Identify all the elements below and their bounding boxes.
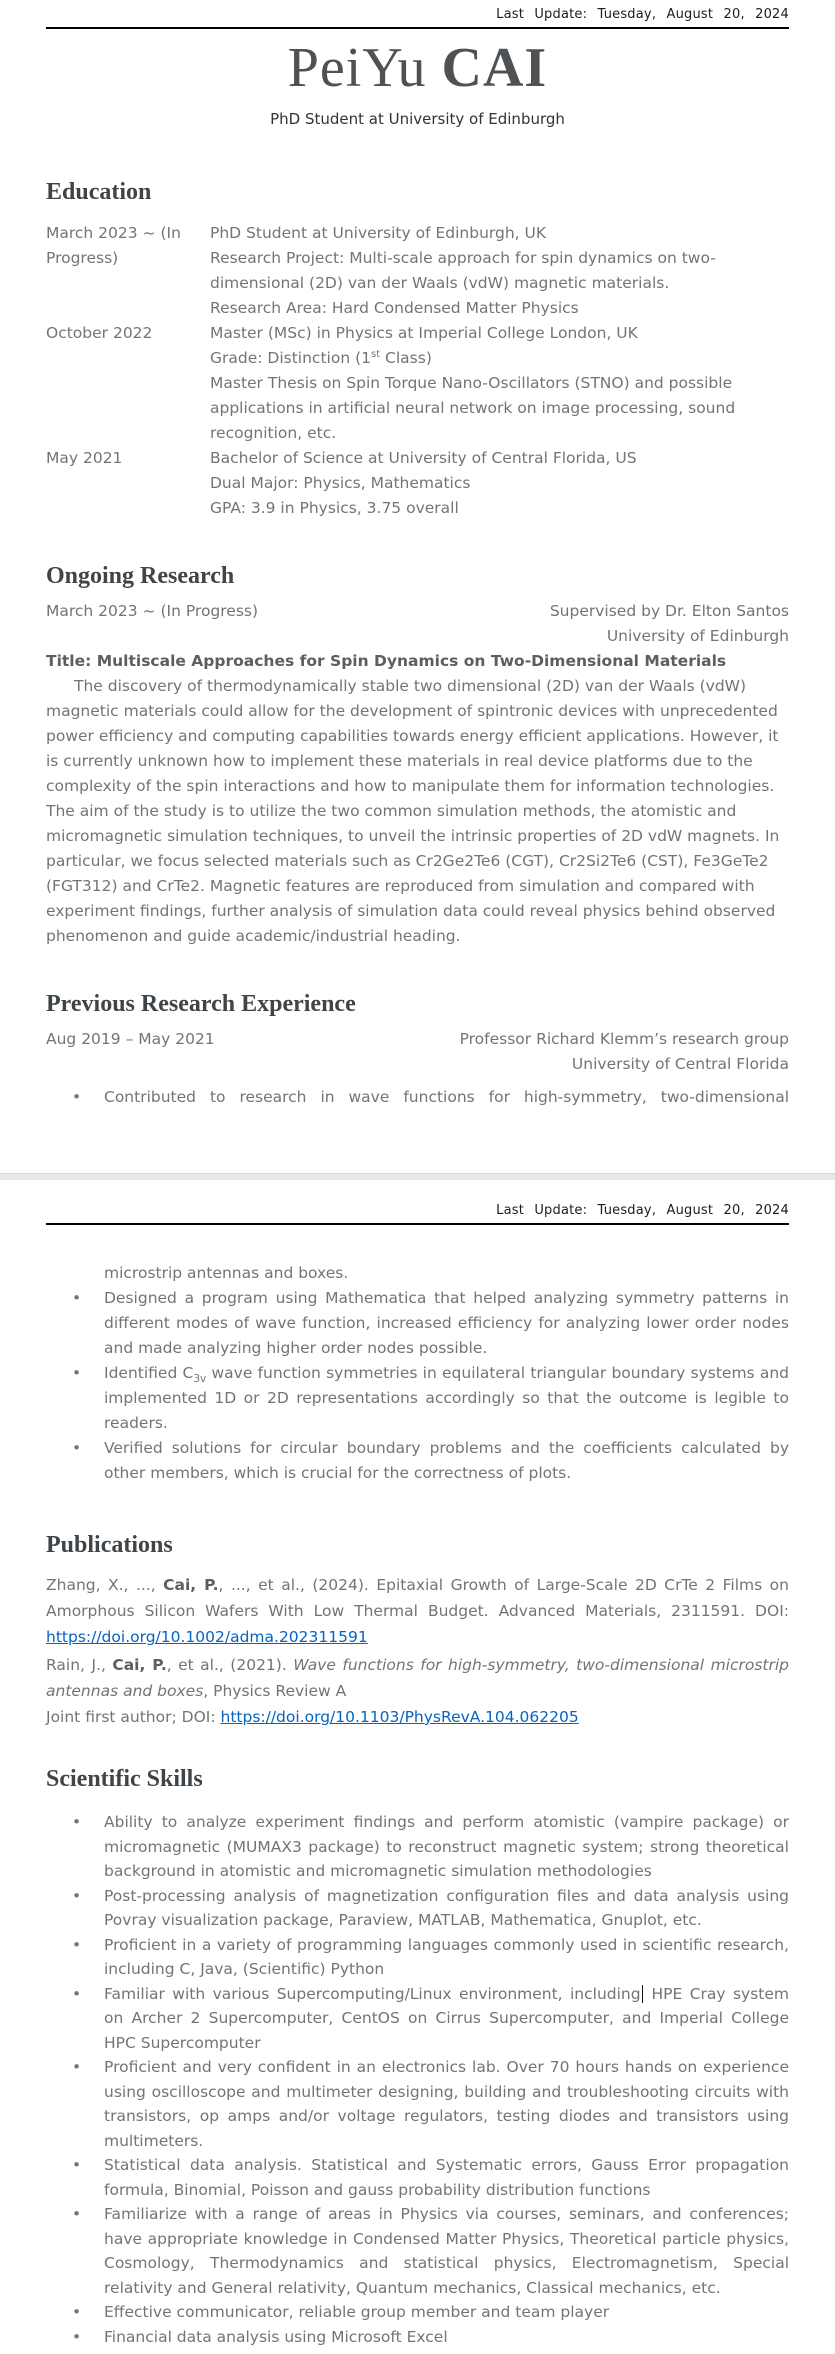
skill-item [46, 1982, 789, 2056]
research-meta-row [46, 599, 789, 649]
skill-item [46, 2153, 789, 2202]
paper-title: Wave functions for high-symmetry, two-dimensional microstrip antennas and boxes [46, 1656, 790, 1700]
last-update-text: Last Update: Tuesday, August 20, 2024 [496, 7, 789, 22]
doi-link[interactable]: https://doi.org/10.1002/adma.202311591 [46, 1628, 368, 1646]
skill-text: Proficient and very confident in an electronics lab. Over 70 hours hands on experience using oscilloscope and multimeter designing, building and troubleshooting circuits with transistors, op amps and/or voltage regulators, testing diodes and transistors using multimeters. [104, 2058, 789, 2150]
research-group-info [460, 1027, 789, 1077]
cv-page-1 [0, 0, 835, 1173]
section-heading-scientific-skills: Scientific Skills [46, 1766, 203, 1792]
page-title [46, 37, 789, 99]
entry-date: March 2023 ~ (In Progress) [46, 224, 181, 267]
symmetry-subscript: 3v [193, 1373, 207, 1386]
skill-item [46, 2202, 789, 2300]
skill-item [46, 1884, 789, 1933]
bullet-continuation-text: microstrip antennas and boxes. [104, 1264, 349, 1282]
last-update-text: Last Update: Tuesday, August 20, 2024 [496, 1203, 789, 1218]
skill-text: Post-processing analysis of magnetization configuration files and data analysis using Povray visualization package, Paraview, MATLAB, Mathematica, Gnuplot, etc. [104, 1886, 789, 1929]
skills-list [46, 1810, 789, 2349]
section-heading-previous-research: Previous Research Experience [46, 991, 356, 1017]
description-line: Master Thesis on Spin Torque Nano-Oscillators (STNO) and possible applications in artificial neural network on image processing, sound recognition, etc. [210, 374, 736, 442]
entry-description [210, 221, 745, 321]
name-first: PeiYu [287, 37, 427, 99]
text-cursor [642, 1985, 644, 2003]
education-entry [46, 321, 789, 446]
publication-entry: Rain, J., Cai, P., et al., (2021). Wave functions for high-symmetry, two-dimensional microstrip antennas and boxes, Physics Review A Joint first author; DOI: https://doi.org/10.1103/PhysRevA.104.062205 [46, 1652, 789, 1730]
supervised-by-line: Supervised by Dr. Elton Santos [549, 602, 789, 620]
bullet-marker: • [72, 2327, 82, 2346]
header-rule [46, 27, 789, 29]
skill-item [46, 2055, 789, 2153]
bullet-item [46, 1286, 789, 1361]
research-title: Title: Multiscale Approaches for Spin Dynamics on Two-Dimensional Materials [46, 652, 727, 670]
skill-item [46, 1933, 789, 1982]
publication-entry: Zhang, X., ..., Cai, P., ..., et al., (2024). Epitaxial Growth of Large-Scale 2D CrTe 2 Films on Amorphous Silicon Wafers With Low Thermal Budget. Advanced Materials, 2311591. DOI: https://doi.org/10.1002/adma.202311591 [46, 1576, 789, 1646]
research-date: March 2023 ~ (In Progress) [46, 602, 259, 620]
description-line: Dual Major: Physics, Mathematics [210, 474, 471, 492]
page-separator [0, 1173, 835, 1180]
skill-text: Familiarize with a range of areas in Physics via courses, seminars, and conferences; have appropriate knowledge in Condensed Matter Physics, Theoretical particle physics, Cosmology, Thermodynamics and statistical physics, Electromagnetism, Special relativity and General relativity, Quantum mechanics, Classical mechanics, etc. [104, 2205, 789, 2297]
section-heading-education: Education [46, 179, 152, 205]
joint-author-line: Joint first author; DOI: https://doi.org/10.1103/PhysRevA.104.062205 [46, 1708, 579, 1726]
bullet-marker: • [72, 1088, 82, 1106]
description-line: Bachelor of Science at University of Central Florida, US [210, 449, 637, 467]
description-line: PhD Student at University of Edinburgh, UK [210, 224, 547, 242]
institution-line: University of Edinburgh [606, 627, 789, 645]
bullet-marker: • [72, 1984, 82, 2003]
section-heading-ongoing-research: Ongoing Research [46, 563, 235, 589]
supervisor-info [550, 599, 789, 649]
bullet-marker: • [72, 1439, 82, 1457]
education-entry [46, 446, 789, 521]
header-rule [46, 1223, 789, 1225]
doi-link[interactable]: https://doi.org/10.1103/PhysRevA.104.062205 [220, 1708, 579, 1726]
bullet-marker: • [72, 1364, 82, 1382]
section-heading-publications: Publications [46, 1532, 173, 1558]
bullet-marker: • [72, 2303, 82, 2321]
publications-list [46, 1572, 789, 1730]
ordinal-superscript: st [370, 348, 381, 360]
description-line: Research Area: Hard Condensed Matter Physics [210, 299, 579, 317]
skill-item [46, 2300, 789, 2325]
grade-line: Grade: Distinction (1st Class) [210, 348, 432, 367]
research-group-line: Professor Richard Klemm’s research group [459, 1030, 789, 1048]
bullet-marker: • [72, 1289, 82, 1307]
bullet-text: Designed a program using Mathematica that helped analyzing symmetry patterns in different modes of wave function, increased efficiency for analyzing lower order nodes and made analyzing higher order nodes possible. [104, 1289, 789, 1357]
skill-text: Familiar with various Supercomputing/Linux environment, including HPE Cray system on Archer 2 Supercomputer, CentOS on Cirrus Supercomputer, and Imperial College HPC Supercomputer [104, 1984, 789, 2052]
skill-item [46, 1810, 789, 1884]
skill-text: Ability to analyze experiment findings and perform atomistic (vampire package) or micromagnetic (MUMAX3 package) to reconstruct magnetic system; strong theoretical background in atomistic and micromagnetic simulation methodologies [104, 1813, 789, 1880]
education-entry [46, 221, 789, 321]
research-abstract: The discovery of thermodynamically stable two dimensional (2D) van der Waals (vdW) magnetic materials could allow for the development of spintronic devices with unprecedented power efficiency and computing capabilities towards energy efficient applications. However, it is currently unknown how to implement these materials in real device platforms due to the complexity of the spin interactions and how to manipulate them for information technologies. The aim of the study is to utilize the two common simulation methods, the atomistic and micromagnetic simulation techniques, to unveil the intrinsic properties of 2D vdW magnets. In particular, we focus selected materials such as Cr2Ge2Te6 (CGT), Cr2Si2Te6 (CST), Fe3GeTe2 (FGT312) and CrTe2. Magnetic features are reproduced from simulation and compared with experiment findings, further analysis of simulation data could reveal physics behind observed phenomenon and guide academic/industrial heading. [46, 677, 780, 945]
experience-date: Aug 2019 – May 2021 [46, 1030, 215, 1048]
skill-text: Effective communicator, reliable group member and team player [104, 2303, 610, 2321]
bullet-text: Contributed to research in wave functions for high-symmetry, two-dimensional [104, 1088, 789, 1106]
author-highlight: Cai, P. [163, 1576, 219, 1594]
skill-item [46, 2325, 789, 2350]
skill-text: Proficient in a variety of programming languages commonly used in scientific research, including C, Java, (Scientific) Python [104, 1935, 789, 1978]
bullet-item [46, 1085, 789, 1110]
bullet-item [46, 1361, 789, 1436]
cv-page-2 [0, 1180, 835, 2354]
bullet-marker: • [72, 1935, 82, 1954]
entry-description [210, 446, 745, 521]
description-line: Master (MSc) in Physics at Imperial College London, UK [210, 324, 638, 342]
bullet-marker: • [72, 1886, 82, 1905]
education-table [46, 221, 789, 521]
subtitle: PhD Student at University of Edinburgh [270, 110, 565, 128]
institution-line: University of Central Florida [571, 1055, 789, 1073]
bullet-text: Verified solutions for circular boundary problems and the coefficients calculated by other members, which is crucial for the correctness of plots. [104, 1439, 789, 1482]
description-line: GPA: 3.9 in Physics, 3.75 overall [210, 499, 459, 517]
bullet-text: Identified $C_{3v}$ wave function symmetries in equilateral triangular boundary systems and implemented 1D or 2D representations accordingly so that the outcome is legible to readers. [104, 1364, 790, 1432]
entry-date: May 2021 [46, 449, 123, 467]
skill-text: Statistical data analysis. Statistical and Systematic errors, Gauss Error propagation formula, Binomial, Poisson and gauss probability distribution functions [104, 2156, 789, 2199]
bullet-marker: • [72, 1813, 82, 1831]
name-last: CAI [441, 37, 548, 99]
author-highlight: Cai, P. [112, 1656, 167, 1674]
bullet-marker: • [72, 2205, 82, 2223]
skill-text: Financial data analysis using Microsoft Excel [104, 2327, 448, 2346]
description-line: Research Project: Multi-scale approach for spin dynamics on two-dimensional (2D) van der Waals (vdW) magnetic materials. [210, 249, 716, 292]
entry-description [210, 321, 745, 446]
bullet-marker: • [72, 2058, 82, 2076]
bullet-marker: • [72, 2156, 82, 2174]
bullet-item [46, 1436, 789, 1486]
entry-date: October 2022 [46, 324, 153, 342]
experience-meta-row [46, 1027, 789, 1077]
